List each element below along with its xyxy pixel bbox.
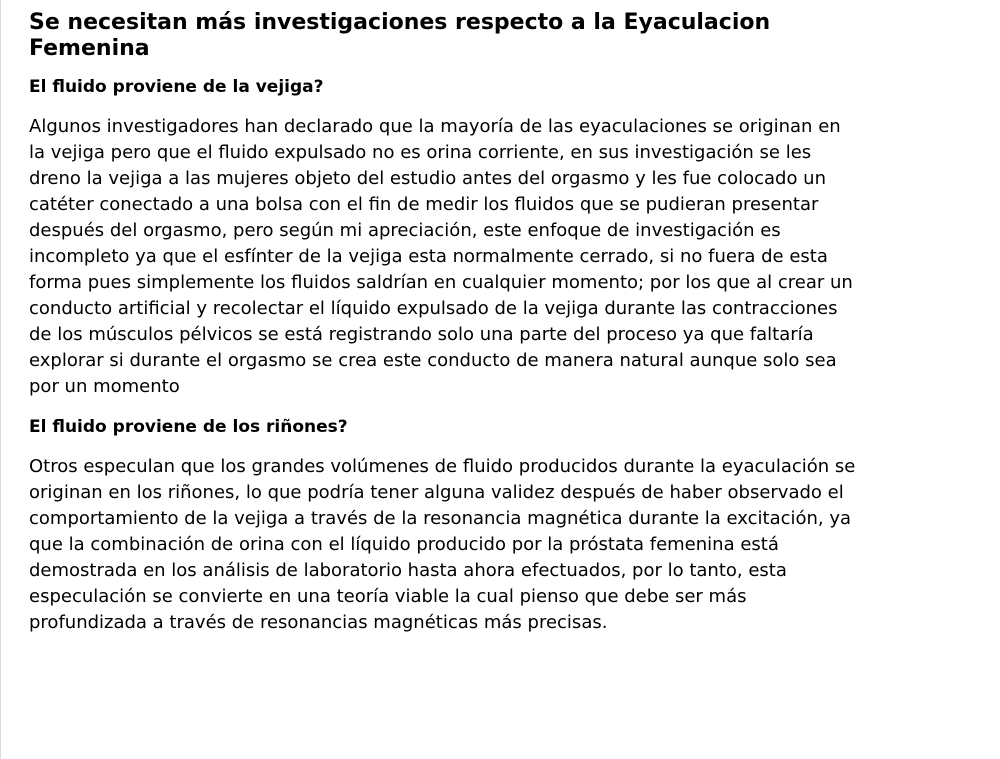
section-body-kidneys: Otros especulan que los grandes volúmenes de fluido producidos durante la eyaculación se originan en los riñones, lo que podría tener alguna validez después de haber observado el comportamiento de la vejiga a través de la resonancia magnética durante la excitación, ya que la combinación de orina con el líquido producido por la próstata femenina está demostrada en los análisis de laboratorio hasta ahora efectuados, por lo tanto, esta especulación se convierte en una teoría viable la cual pienso que debe ser más profundizada a través de resonancias magnéticas más precisas.: [29, 456, 856, 633]
article-title: Se necesitan más investigaciones respecto a la Eyaculacion Femenina: [29, 10, 771, 61]
section-heading-kidneys: El fluido proviene de los riñones?: [29, 417, 348, 437]
section-heading-bladder: El fluido proviene de la vejiga?: [29, 77, 324, 97]
section-body-bladder: Algunos investigadores han declarado que la mayoría de las eyaculaciones se originan en la vejiga pero que el fluido expulsado no es orina corriente, en sus investigación se les dreno la vejiga a las mujeres objeto del estudio antes del orgasmo y les fue colocado un catéter conectado a una bolsa con el fin de medir los fluidos que se pudieran presentar después del orgasmo, pero según mi apreciación, este enfoque de investigación es incompleto ya que el esfínter de la vejiga esta normalmente cerrado, si no fuera de esta forma pues simplemente los fluidos saldrían en cualquier momento; por los que al crear un conducto artificial y recolectar el líquido expulsado de la vejiga durante las contracciones de los músculos pélvicos se está registrando solo una parte del proceso ya que faltaría explorar si durante el orgasmo se crea este conducto de manera natural aunque solo sea por un momento: [29, 116, 853, 397]
